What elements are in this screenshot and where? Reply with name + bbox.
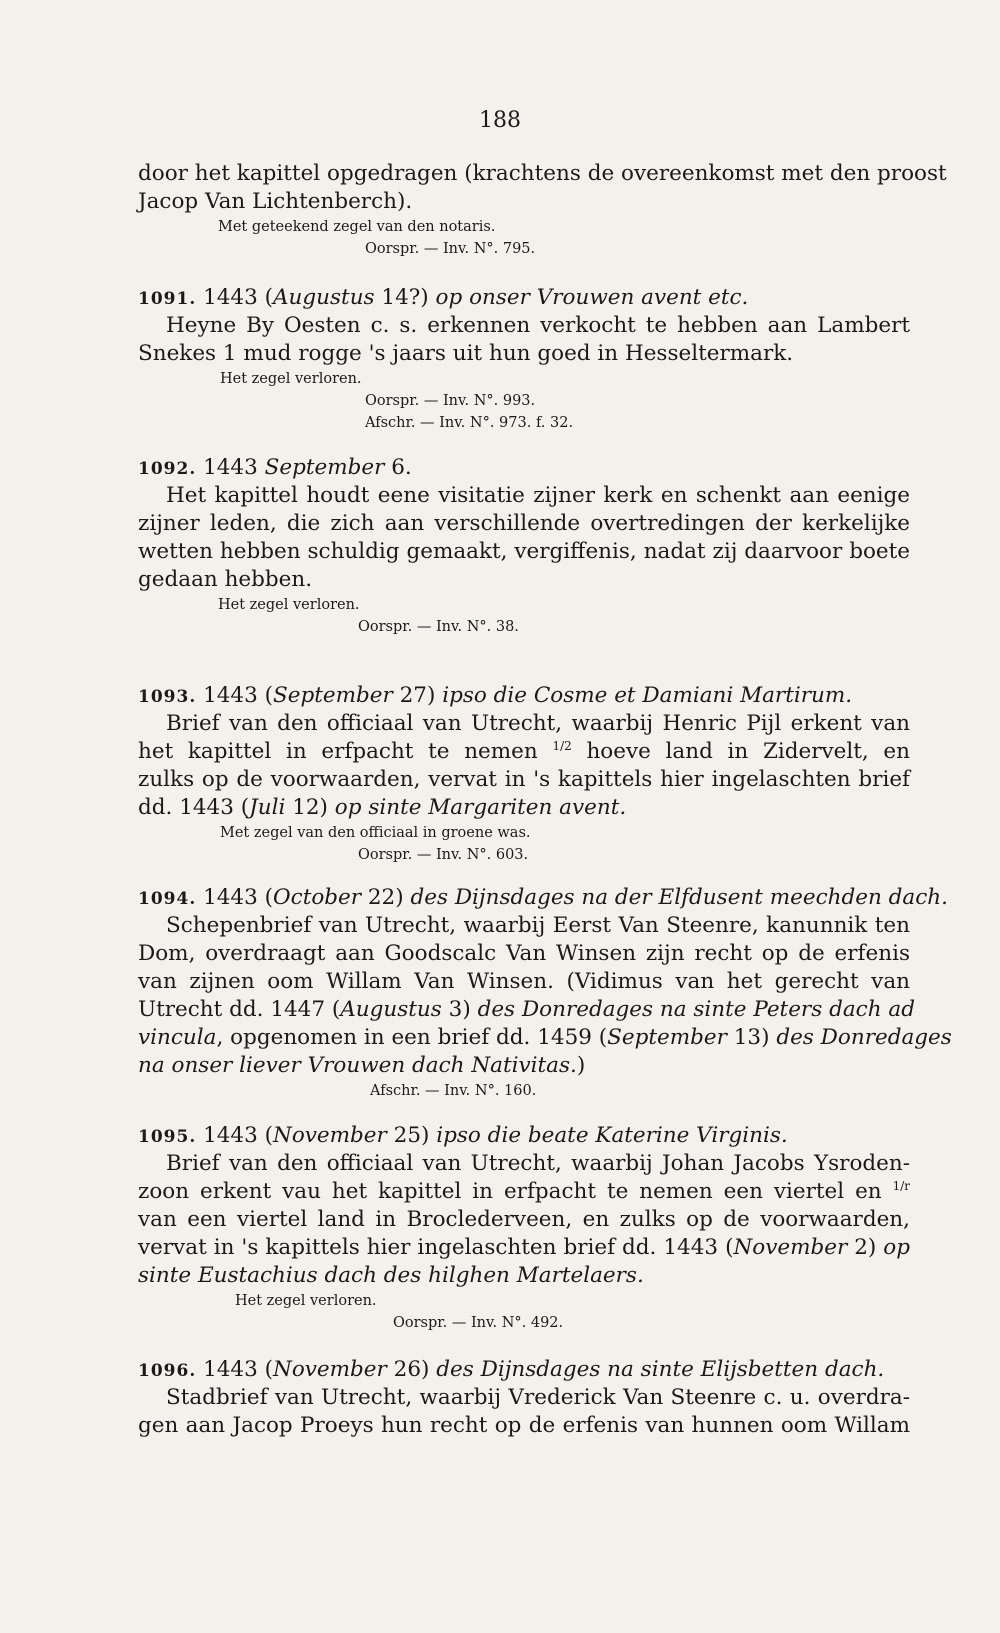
seal-note: Het zegel verloren. [220,371,362,387]
text-line: vervat in 's kapittels hier ingelaschten brief dd. 1443 (November 2) op [138,1235,910,1260]
text-line: Het kapittel houdt eene visitatie zijner kerk en schenkt aan eenige [166,483,910,508]
entry-heading: 1095. 1443 (November 25) ipso die beate Katerine Virginis. [138,1123,788,1148]
text-line: Stadbrief van Utrecht, waarbij Vrederick Van Steenre c. u. overdra- [166,1385,910,1410]
entry-1093 [138,682,910,866]
text-line: zoon erkent vau het kapittel in erfpacht te nemen een viertel en $^{1/r}$ [138,1178,910,1204]
text-line: Brief van den officiaal van Utrecht, waarbij Henric Pijl erkent van [166,711,910,736]
text-line: na onser liever Vrouwen dach Nativitas.) [138,1053,586,1078]
entry-1092 [138,454,910,638]
entry-heading: 1093. 1443 (September 27) ipso die Cosme et Damiani Martirum. [138,683,853,708]
text-line: vincula, opgenomen in een brief dd. 1459 (September 13) des Donredages [138,1025,952,1050]
text-line: gen aan Jacop Proeys hun recht op de erfenis van hunnen oom Willam [138,1413,910,1438]
entry-1091 [138,284,910,434]
text-line: van zijnen oom Willam Van Winsen. (Vidimus van het gerecht van [138,969,910,994]
entry-1095 [138,1122,910,1334]
seal-note: Met zegel van den officiaal in groene was. [220,825,531,841]
text-line: Utrecht dd. 1447 (Augustus 3) des Donredages na sinte Peters dach ad [138,997,915,1022]
archive-reference: Oorspr. — Inv. N°. 603. [358,847,529,863]
text-line: zijner leden, die zich aan verschillende overtredingen der kerkelijke [138,511,910,536]
text-line: dd. 1443 (Juli 12) op sinte Margariten avent. [138,795,627,820]
entry-1096 [138,1356,910,1440]
fraction: 1/r [892,1178,910,1193]
text-line: sinte Eustachius dach des hilghen Martelaers. [138,1263,644,1288]
text-line: het kapittel in erfpacht te nemen $^{1/2}$ hoeve land in Zidervelt, en [138,738,911,764]
seal-note: Met geteekend zegel van den notaris. [218,219,496,235]
seal-note: Het zegel verloren. [218,597,360,613]
entry-number: 1094. [138,889,197,909]
text-line: door het kapittel opgedragen (krachtens de overeenkomst met den proost [138,161,947,186]
archive-reference: Oorspr. — Inv. N°. 993. [365,393,536,409]
page-number: 188 [479,108,521,133]
text-line: Jacop Van Lichtenberch). [138,189,413,214]
fraction: 1/2 [552,738,572,753]
archive-reference: Oorspr. — Inv. N°. 492. [393,1315,564,1331]
archive-reference: Afschr. — Inv. N°. 973. f. 32. [365,415,574,431]
text-line: van een viertel land in Broclederveen, en zulks op de voorwaarden, [138,1207,910,1232]
entry-heading: 1096. 1443 (November 26) des Dijnsdages na sinte Elijsbetten dach. [138,1357,885,1382]
seal-note: Het zegel verloren. [235,1293,377,1309]
entry-heading: 1094. 1443 (October 22) des Dijnsdages na der Elfdusent meechden dach. [138,885,948,910]
text-line: Heyne By Oesten c. s. erkennen verkocht te hebben aan Lambert [166,313,910,338]
text-line: Schepenbrief van Utrecht, waarbij Eerst Van Steenre, kanunnik ten [166,913,910,938]
entry-number: 1093. [138,687,197,707]
text-line: Snekes 1 mud rogge 's jaars uit hun goed in Hesseltermark. [138,341,794,366]
entry-number: 1091. [138,289,197,309]
text-line: zulks op de voorwaarden, vervat in 's kapittels hier ingelaschten brief [138,767,910,792]
archive-reference: Oorspr. — Inv. N°. 795. [365,241,536,257]
text-line: gedaan hebben. [138,567,313,592]
archive-reference: Afschr. — Inv. N°. 160. [370,1083,537,1099]
archive-reference: Oorspr. — Inv. N°. 38. [358,619,519,635]
entry-number: 1096. [138,1361,197,1381]
entry-1094 [138,884,952,1102]
entry-number: 1092. [138,459,197,479]
entry-number: 1095. [138,1127,197,1147]
text-line: Dom, overdraagt aan Goodscalc Van Winsen zijn recht op de erfenis [138,941,910,966]
entry-heading: 1092. 1443 September 6. [138,455,412,480]
text-line: wetten hebben schuldig gemaakt, vergiffenis, nadat zij daarvoor boete [138,539,910,564]
text-line: Brief van den officiaal van Utrecht, waarbij Johan Jacobs Ysroden- [166,1151,910,1176]
entry-heading: 1091. 1443 (Augustus 14?) op onser Vrouwen avent etc. [138,285,749,310]
intro-block [138,160,947,260]
